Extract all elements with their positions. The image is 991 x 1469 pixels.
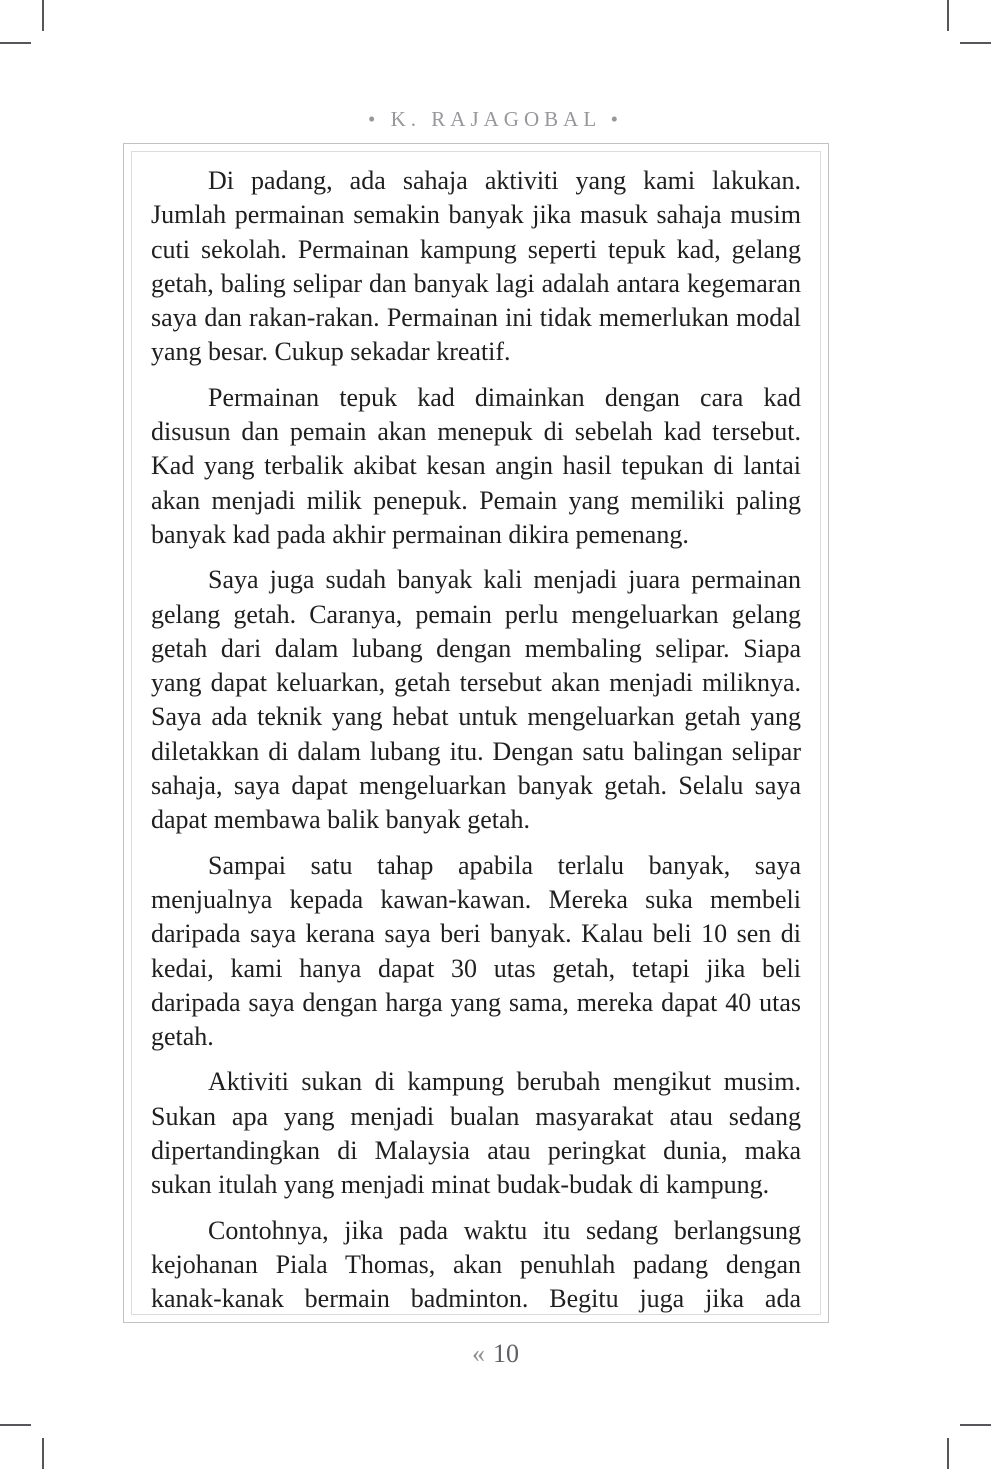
crop-mark-bottom-left-horizontal: [0, 1424, 31, 1426]
paragraph: Di padang, ada sahaja aktiviti yang kami lakukan. Jumlah permainan semakin banyak jika masuk sahaja musim cuti sekolah. Permainan kampung seperti tepuk kad, gelang getah, baling selipar dan banyak lagi adalah antara kegemaran saya dan rakan-rakan. Permainan ini tidak memerlukan modal yang besar. Cukup sekadar kreatif.: [151, 166, 801, 367]
paragraph: Saya juga sudah banyak kali menjadi juara permainan gelang getah. Caranya, pemain perlu mengeluarkan gelang getah dari dalam lubang dengan membaling selipar. Siapa yang dapat keluarkan, getah tersebut akan menjadi miliknya. Saya ada teknik yang hebat untuk mengeluarkan getah yang diletakkan di dalam lubang itu. Dengan satu balingan selipar sahaja, saya dapat mengeluarkan banyak getah. Selalu saya dapat membawa balik banyak getah.: [151, 565, 801, 835]
text-frame-outer: [123, 143, 829, 1323]
crop-mark-top-left-vertical: [42, 0, 44, 31]
text-frame-inner: [131, 151, 821, 1315]
crop-mark-top-left-horizontal: [0, 42, 31, 44]
crop-mark-top-right-horizontal: [960, 42, 991, 44]
guillemet-icon: «: [472, 1339, 485, 1368]
crop-mark-top-right-vertical: [947, 0, 949, 31]
paragraph: Contohnya, jika pada waktu itu sedang berlangsung kejohanan Piala Thomas, akan penuhlah padang dengan kanak-kanak bermain badminton. Begitu juga jika ada: [151, 1215, 801, 1314]
body-text: [151, 164, 801, 1315]
paragraph: Permainan tepuk kad dimainkan dengan cara kad disusun dan pemain akan menepuk di sebelah kad tersebut. Kad yang terbalik akibat kesan angin hasil tepukan di lantai akan menjadi milik penepuk. Pemain yang memiliki paling banyak kad pada akhir permainan dikira pemenang.: [151, 382, 801, 549]
crop-mark-bottom-left-vertical: [42, 1438, 44, 1469]
paragraph: Sampai satu tahap apabila terlalu banyak, saya menjualnya kepada kawan-kawan. Mereka suka membeli daripada saya kerana saya beri banyak. Kalau beli 10 sen di kedai, kami hanya dapat 30 utas getah, tetapi jika beli daripada saya dengan harga yang sama, mereka dapat 40 utas getah.: [151, 850, 801, 1052]
page-number-value: 10: [493, 1339, 519, 1368]
crop-mark-bottom-right-vertical: [947, 1438, 949, 1469]
paragraph: Aktiviti sukan di kampung berubah mengikut musim. Sukan apa yang menjadi bualan masyarakat atau sedang dipertandingkan di Malaysia atau peringkat dunia, maka sukan itulah yang menjadi minat budak-budak di kampung.: [151, 1067, 801, 1200]
page-number: [0, 1339, 991, 1369]
running-title: • K. RAJAGOBAL •: [368, 107, 623, 131]
crop-mark-bottom-right-horizontal: [960, 1424, 991, 1426]
